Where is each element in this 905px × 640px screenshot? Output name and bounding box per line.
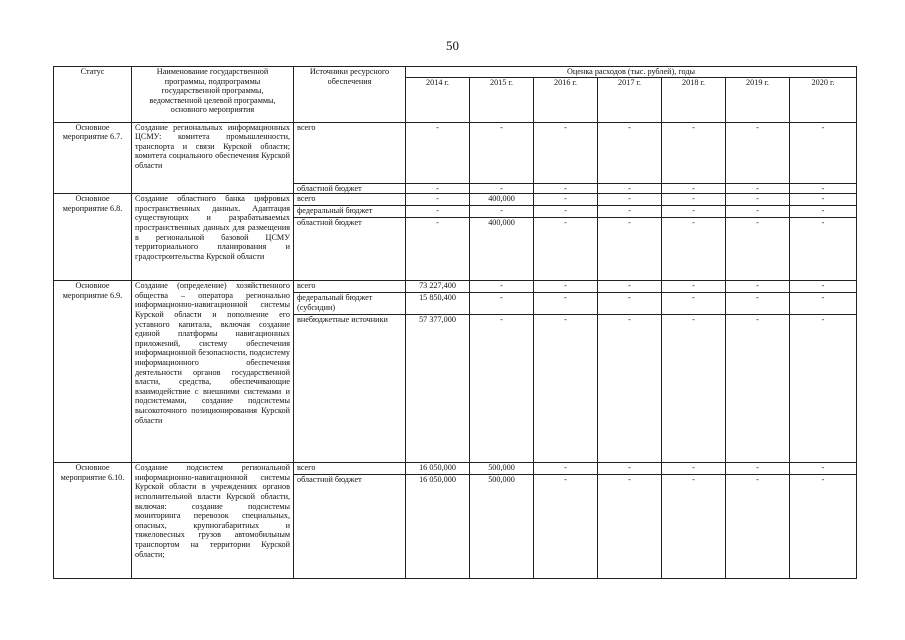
- value-cell: -: [470, 122, 534, 183]
- header-year: 2020 г.: [790, 77, 857, 122]
- value-cell: -: [598, 218, 662, 281]
- value-cell: -: [406, 206, 470, 218]
- value-cell: -: [790, 475, 857, 579]
- table-row: [54, 122, 857, 183]
- value-cell: -: [790, 194, 857, 206]
- value-cell: -: [662, 463, 726, 475]
- source-cell: областной бюджет: [294, 183, 406, 194]
- value-cell: -: [662, 293, 726, 315]
- value-cell: 15 850,400: [406, 293, 470, 315]
- source-cell: областной бюджет: [294, 218, 406, 281]
- source-cell: областной бюджет: [294, 475, 406, 579]
- value-cell: -: [790, 315, 857, 463]
- source-cell: всего: [294, 122, 406, 183]
- value-cell: -: [662, 183, 726, 194]
- value-cell: -: [534, 122, 598, 183]
- value-cell: -: [470, 183, 534, 194]
- value-cell: -: [790, 122, 857, 183]
- value-cell: -: [598, 293, 662, 315]
- value-cell: -: [598, 463, 662, 475]
- value-cell: -: [598, 183, 662, 194]
- value-cell: -: [790, 463, 857, 475]
- table-row: [54, 281, 857, 293]
- value-cell: -: [726, 122, 790, 183]
- value-cell: -: [662, 315, 726, 463]
- value-cell: 400,000: [470, 194, 534, 206]
- value-cell: -: [726, 218, 790, 281]
- value-cell: -: [726, 293, 790, 315]
- header-year: 2019 г.: [726, 77, 790, 122]
- value-cell: -: [598, 122, 662, 183]
- header-year: 2014 г.: [406, 77, 470, 122]
- value-cell: -: [534, 463, 598, 475]
- table-body: [54, 122, 857, 579]
- value-cell: -: [534, 293, 598, 315]
- value-cell: -: [598, 281, 662, 293]
- value-cell: -: [790, 206, 857, 218]
- source-cell: федеральный бюджет: [294, 206, 406, 218]
- value-cell: -: [662, 122, 726, 183]
- source-cell: всего: [294, 194, 406, 206]
- value-cell: -: [534, 183, 598, 194]
- source-cell: всего: [294, 281, 406, 293]
- value-cell: -: [790, 218, 857, 281]
- value-cell: 57 377,000: [406, 315, 470, 463]
- value-cell: -: [790, 293, 857, 315]
- value-cell: -: [406, 122, 470, 183]
- value-cell: -: [726, 194, 790, 206]
- value-cell: -: [662, 218, 726, 281]
- status-cell: Основное мероприятие 6.8.: [54, 194, 132, 281]
- budget-table: [53, 66, 857, 579]
- value-cell: -: [534, 315, 598, 463]
- value-cell: -: [406, 218, 470, 281]
- table-row: [54, 194, 857, 206]
- header-year: 2018 г.: [662, 77, 726, 122]
- value-cell: -: [726, 463, 790, 475]
- table-row: [54, 463, 857, 475]
- header-name: Наименование государственной программы, подпрограммы государственной программы, ведомственной целевой программы, основного мероприятия: [132, 67, 294, 123]
- value-cell: -: [534, 194, 598, 206]
- value-cell: -: [726, 206, 790, 218]
- name-cell: Создание (определение) хозяйственного общества – оператора регионально информационно-навигационной системы Курской области и пополнение его уставного капитала, включая создание единой платформы навигационных приложений, систему обеспечения информационной безопасности, подсистему информационного обеспечения деятельности органов государственной власти, средства, обеспечивающие взаимодействие с внешними системами и подсистемами, создание подсистемы высокоточного позиционирования Курской области: [132, 281, 294, 463]
- value-cell: -: [470, 293, 534, 315]
- value-cell: -: [470, 315, 534, 463]
- page-number: 50: [446, 38, 459, 53]
- name-cell: Создание подсистем региональной информационно-навигационной системы Курской области в учреждениях органов исполнительной власти Курской области, включая: создание подсистемы мониторинга перевозок специальных, опасных, крупногабаритных и тяжеловесных грузов автомобильным транспортом на территории Курской области;: [132, 463, 294, 579]
- value-cell: -: [406, 194, 470, 206]
- value-cell: -: [662, 281, 726, 293]
- value-cell: -: [534, 475, 598, 579]
- value-cell: 400,000: [470, 218, 534, 281]
- value-cell: -: [726, 475, 790, 579]
- value-cell: -: [726, 315, 790, 463]
- value-cell: -: [790, 281, 857, 293]
- table-header: [54, 67, 857, 123]
- header-sources: Источники ресурсного обеспечения: [294, 67, 406, 123]
- value-cell: 73 227,400: [406, 281, 470, 293]
- value-cell: -: [534, 281, 598, 293]
- value-cell: -: [598, 194, 662, 206]
- source-cell: федеральный бюджет (субсидии): [294, 293, 406, 315]
- value-cell: -: [598, 475, 662, 579]
- value-cell: -: [534, 206, 598, 218]
- name-cell: Создание областного банка цифровых пространственных данных. Адаптация существующих и разрабатываемых пространственных данных для размещения в региональной базовой ЦСМУ территориального планирования и градостроительства Курской области: [132, 194, 294, 281]
- status-cell: Основное мероприятие 6.10.: [54, 463, 132, 579]
- source-cell: всего: [294, 463, 406, 475]
- value-cell: 16 050,000: [406, 463, 470, 475]
- value-cell: -: [726, 281, 790, 293]
- header-estimate: Оценка расходов (тыс. рублей), годы: [406, 67, 857, 78]
- value-cell: -: [662, 206, 726, 218]
- header-year: 2016 г.: [534, 77, 598, 122]
- header-status: Статус: [54, 67, 132, 123]
- value-cell: -: [598, 315, 662, 463]
- value-cell: -: [470, 206, 534, 218]
- status-cell: Основное мероприятие 6.7.: [54, 122, 132, 194]
- value-cell: -: [598, 206, 662, 218]
- value-cell: -: [470, 281, 534, 293]
- value-cell: 16 050,000: [406, 475, 470, 579]
- value-cell: 500,000: [470, 463, 534, 475]
- name-cell: Создание региональных информационных ЦСМУ: комитета промышленности, транспорта и связи Курской области; комитета социального обеспечения Курской области: [132, 122, 294, 194]
- status-cell: Основное мероприятие 6.9.: [54, 281, 132, 463]
- value-cell: -: [726, 183, 790, 194]
- value-cell: -: [534, 218, 598, 281]
- source-cell: внебюджетные источники: [294, 315, 406, 463]
- header-year: 2015 г.: [470, 77, 534, 122]
- value-cell: -: [406, 183, 470, 194]
- header-year: 2017 г.: [598, 77, 662, 122]
- value-cell: -: [662, 475, 726, 579]
- value-cell: 500,000: [470, 475, 534, 579]
- value-cell: -: [790, 183, 857, 194]
- value-cell: -: [662, 194, 726, 206]
